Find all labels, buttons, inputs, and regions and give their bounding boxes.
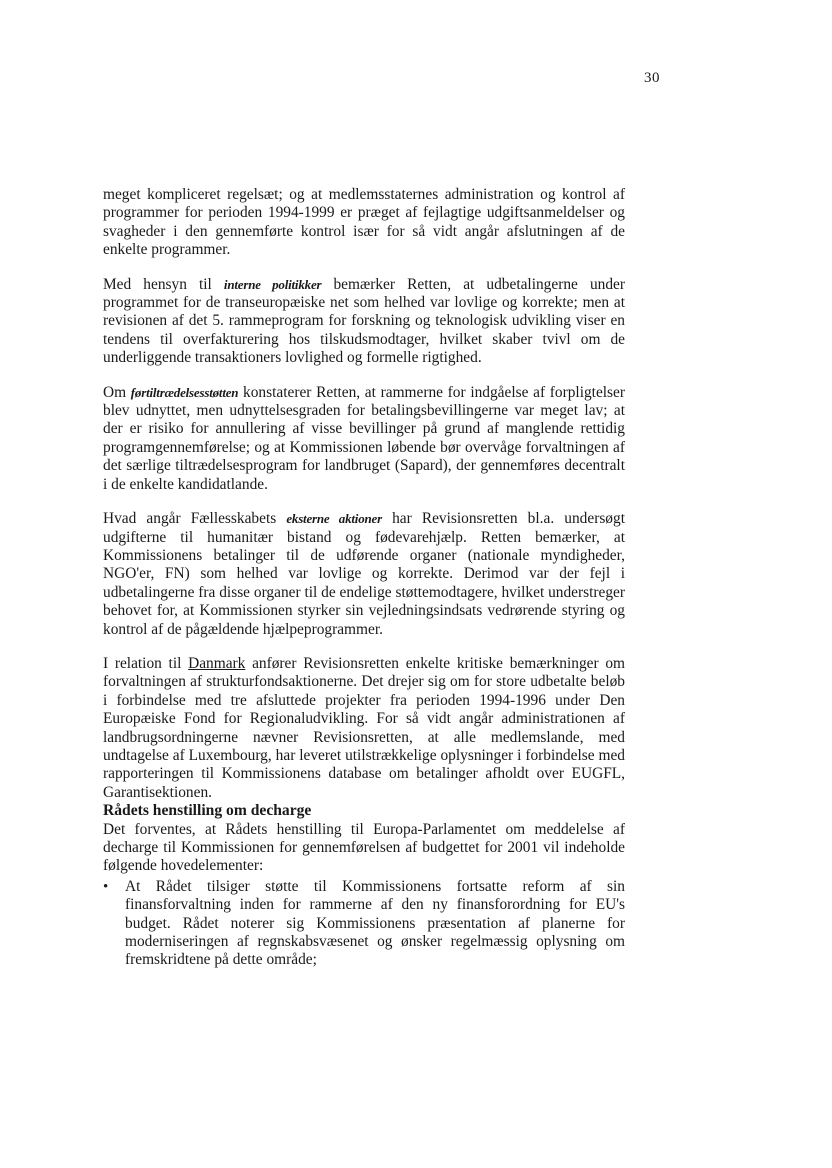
- paragraph-text: Om: [103, 383, 131, 401]
- paragraph-internal-policies: [103, 276, 625, 368]
- bullet-text: At Rådet tilsiger støtte til Kommissionens fortsatte reform af sin finansforvaltning inden for rammerne af den ny finansforordning for EU's budget. Rådet noterer sig Kommissionens præsentation af planerne for moderniseringen af regnskabsvæsenet og ønsker regelmæssig oplysning om fremskridtene på dette område;: [125, 877, 625, 969]
- paragraph-denmark: [103, 655, 625, 802]
- bullet-item: [103, 878, 625, 970]
- paragraph-external-actions: [103, 510, 625, 639]
- section-heading: Rådets henstilling om decharge: [103, 802, 312, 820]
- paragraph-text: konstaterer Retten, at rammerne for indgåelse af forpligtelser blev udnyttet, men udnyttelsesgraden for betalingsbevillingerne var meget lav; at der er risiko for annullering af visse bevillinger på grund af manglende rettidig programgennemførelse; og at Kommissionen løbende bør overvåge forvaltningen af det særlige tiltrædelsesprogram for landbruget (Sapard), der gennemføres decentralt i de enkelte kandidatlande.: [103, 383, 625, 493]
- paragraph-pre-accession-aid: [103, 384, 625, 494]
- document-body: [103, 186, 625, 970]
- paragraph-text: I relation til: [103, 654, 189, 672]
- emphasis-term: eksterne aktioner: [286, 511, 382, 527]
- emphasis-term: førtiltrædelsesstøtten: [130, 384, 239, 400]
- emphasis-term: interne politikker: [223, 276, 322, 292]
- section-intro: Det forventes, at Rådets henstilling til Europa-Parlamentet om meddelelse af decharge til Kommissionen for gennemførelsen af budgettet for 2001 vil indeholde følgende hovedelementer:: [103, 820, 625, 875]
- bullet-list: [103, 878, 625, 970]
- paragraph-text: anfører Revisionsretten enkelte kritiske bemærkninger om forvaltningen af strukturfondsaktionerne. Det drejer sig om for store udbetalte beløb i forbindelse med tre afsluttede projekter fra perioden 1994-1996 under Den Europæiske Fond for Regionaludvikling. For så vidt angår administrationen af landbrugsordningerne nævner Revisionsretten, at alle medlemslande, med undtagelse af Luxembourg, har leveret utilstrækkelige oplysninger i forbindelse med rapporteringen til Kommissionens database om betalinger afholdt over EUGFL, Garantisektionen.: [103, 654, 625, 801]
- paragraph-text: Hvad angår Fællesskabets: [103, 510, 287, 528]
- country-name: Danmark: [188, 654, 246, 672]
- paragraph-programmes-control: meget kompliceret regelsæt; og at medlemsstaternes administration og kontrol af programmer for perioden 1994-1999 er præget af fejlagtige udgiftsanmeldelser og svagheder i den gennemførte kontrol især for så vidt angår afslutningen af de enkelte programmer.: [103, 186, 625, 259]
- paragraph-text: har Revisionsretten bl.a. undersøgt udgifterne til humanitær bistand og fødevarehjælp. Retten bemærker, at Kommissionens betalinger til de udførende organer (nationale myndigheder, NGO'er, FN) som helhed var lovlige og korrekte. Derimod var der fejl i udbetalingerne fra disse organer til de endelige støttemodtagere, hvilket understreger behovet for, at Kommissionen styrker sin vejledningsindsats vedrørende styring og kontrol af de pågældende hjælpeprogrammer.: [103, 510, 625, 638]
- bullet-icon: •: [103, 878, 109, 895]
- paragraph-text: bemærker Retten, at udbetalingerne under programmet for de transeuropæiske net som helhed var lovlige og korrekte; men at revisionen af det 5. rammeprogram for forskning og teknologisk udvikling viser en tendens til overfakturering hos tilskudsmodtager, hvilket skaber tvivl om de underliggende transaktioners lovlighed og formelle rigtighed.: [103, 275, 625, 367]
- paragraph-text: Med hensyn til: [103, 275, 224, 293]
- page-number: 30: [644, 70, 660, 86]
